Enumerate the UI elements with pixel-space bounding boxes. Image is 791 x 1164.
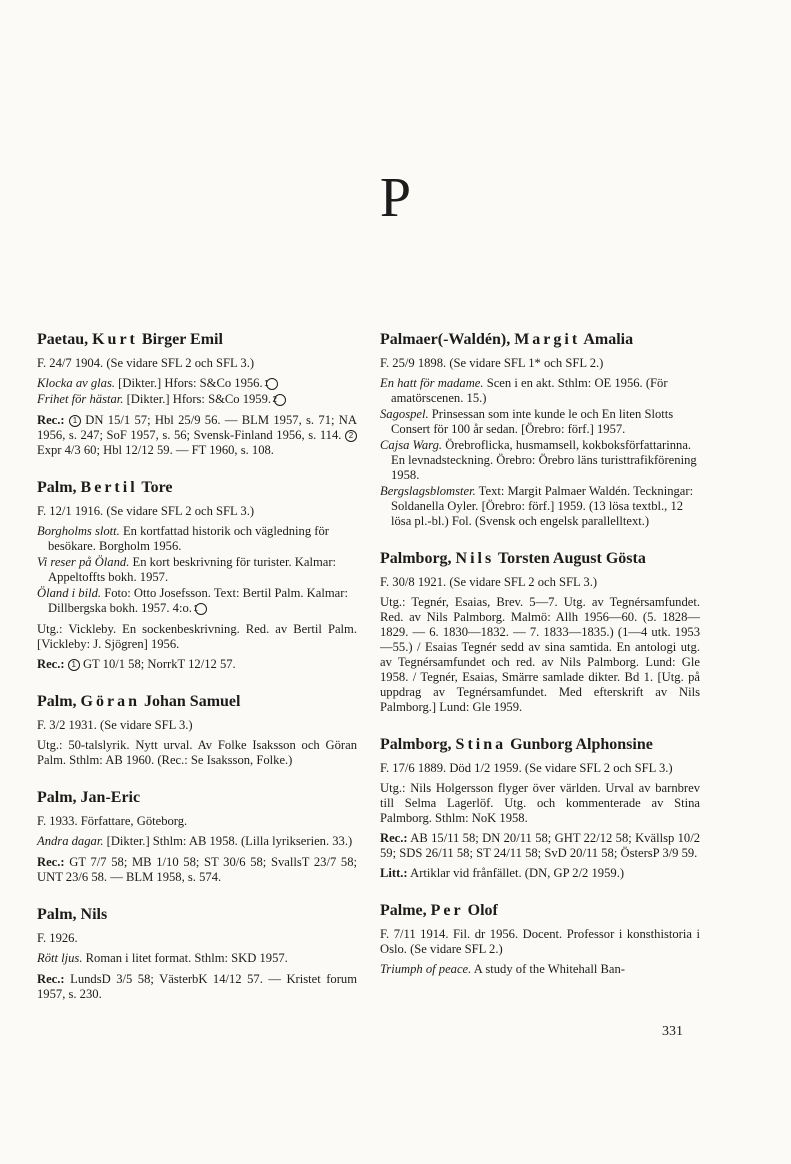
surname: Palme, (380, 902, 427, 919)
work-item (380, 438, 700, 483)
circled-number-icon: 2 (274, 394, 286, 406)
left-column (37, 330, 357, 1022)
surname: Palm, (37, 479, 77, 496)
bio-line: F. 17/6 1889. Död 1/2 1959. (Se vidare SFL 2 och SFL 3.) (380, 761, 673, 775)
surname: Paetau, (37, 331, 89, 348)
entry-palme (380, 901, 700, 977)
work-details: A study of the Whitehall Ban- (473, 962, 625, 976)
editor-note: Utg.: Nils Holgersson flyger över världen. Urval av barnbrev till Selma Lagerlöf. Utg. och kommenterade av Stina Palmborg. Sthlm: NoK 1958. (380, 781, 700, 825)
reviews-label: Rec.: (37, 657, 65, 671)
work-details: Scen i en akt. Sthlm: OE 1956. (För amatörscenen. 15.) (391, 376, 668, 405)
work-item (37, 834, 357, 849)
work-title: Öland i bild. (37, 586, 102, 600)
reviews (37, 657, 357, 672)
reviews-text: LundsD 3/5 58; VästerbK 14/12 57. — Kristet forum 1957, s. 230. (37, 972, 357, 1001)
bio-line: F. 24/7 1904. (Se vidare SFL 2 och SFL 3.) (37, 356, 255, 370)
work-details: Text: Margit Palmaer Waldén. Teckningar: Soldanella Oyler. [Örebro: förf.] 1959. (13 lösa textbl., 12 lösa pl.-bl.) Fol. (Svensk och engelsk parallelltext.) (391, 484, 694, 528)
other-names: Johan Samuel (144, 693, 241, 710)
reviews-text: GT 10/1 58; NorrkT 12/12 57. (82, 657, 236, 671)
literature-text: Artiklar vid frånfället. (DN, GP 2/2 1959.) (410, 866, 625, 880)
work-title: Cajsa Warg. (380, 438, 443, 452)
work-item (380, 962, 700, 977)
work-title: Sagospel. (380, 407, 429, 421)
work-item (380, 484, 700, 529)
bio-line: F. 3/2 1931. (Se vidare SFL 3.) (37, 718, 193, 732)
entry-palm-bertil (37, 478, 357, 672)
surname: Palm, (37, 693, 77, 710)
given-name: Margit (514, 331, 581, 348)
literature-label: Litt.: (380, 866, 408, 880)
work-item (380, 407, 700, 437)
work-details: [Dikter.] Sthlm: AB 1958. (Lilla lyrikserien. 33.) (106, 834, 353, 848)
work-details: Foto: Otto Josefsson. Text: Bertil Palm. Kalmar: Dillbergska bokh. 1957. 4:o. (48, 586, 348, 615)
literature (380, 866, 700, 881)
reviews-label: Rec.: (37, 972, 65, 986)
surname: Palmborg, (380, 550, 452, 567)
entry-heading (380, 549, 700, 569)
reviews (37, 972, 357, 1002)
other-names: Amalia (583, 331, 634, 348)
other-names: Gunborg Alphonsine (510, 736, 653, 753)
entry-heading (37, 330, 357, 350)
work-title: En hatt för madame. (380, 376, 484, 390)
entry-palm-jan-eric (37, 788, 357, 885)
bio-line: F. 25/9 1898. (Se vidare SFL 1* och SFL 2.) (380, 356, 604, 370)
bio-line: F. 12/1 1916. (Se vidare SFL 2 och SFL 3.) (37, 504, 255, 518)
work-item (37, 586, 357, 616)
entry-heading (380, 901, 700, 921)
other-names: Torsten August Gösta (497, 550, 646, 567)
work-item (37, 555, 357, 585)
circled-number-icon: 1 (266, 378, 278, 390)
entry-heading (37, 478, 357, 498)
entry-heading (380, 735, 700, 755)
entry-palm-nils (37, 905, 357, 1002)
entry-paetau (37, 330, 357, 458)
entry-palm-goran (37, 692, 357, 768)
reviews-label: Rec.: (37, 855, 65, 869)
other-names: Birger Emil (141, 331, 223, 348)
work-details: [Dikter.] Hfors: S&Co 1956. (118, 376, 263, 390)
work-item (37, 524, 357, 554)
work-title: Frihet för hästar. (37, 392, 124, 406)
work-item (37, 951, 357, 966)
work-title: Klocka av glas. (37, 376, 115, 390)
reviews-text: GT 7/7 58; MB 1/10 58; ST 30/6 58; SvallsT 23/7 58; UNT 23/6 58. — BLM 1958, s. 574. (37, 855, 357, 884)
reviews-label: Rec.: (380, 831, 408, 845)
entry-heading (380, 330, 700, 350)
circled-number-icon: 1 (195, 603, 207, 615)
reviews (37, 413, 357, 458)
entry-heading (37, 692, 357, 712)
surname: Palmaer(-Waldén), (380, 331, 511, 348)
reviews (380, 831, 700, 861)
entry-heading: Palm, Jan-Eric (37, 789, 141, 806)
work-details: Roman i litet format. Sthlm: SKD 1957. (85, 951, 288, 965)
reviews (37, 855, 357, 885)
reviews-text: AB 15/11 58; DN 20/11 58; GHT 22/12 58; Kvällsp 10/2 59; SDS 26/11 58; ST 24/11 58; SvD 20/11 58; ÖstersP 3/9 59. (380, 831, 700, 860)
entry-palmborg-nils (380, 549, 700, 715)
circled-number-icon: 1 (69, 415, 81, 427)
bio-line: F. 1926. (37, 931, 78, 945)
work-item (37, 376, 357, 391)
work-item (380, 376, 700, 406)
work-title: Bergslagsblomster. (380, 484, 476, 498)
other-names: Olof (467, 902, 498, 919)
work-details: En kortfattad historik och vägledning för besökare. Borgholm 1956. (48, 524, 329, 553)
given-name: Nils (455, 550, 495, 567)
entry-palmaer (380, 330, 700, 529)
right-column (380, 330, 700, 997)
given-name: Bertil (80, 479, 138, 496)
work-details: En kort beskrivning för turister. Kalmar: Appeltoffts bokh. 1957. (48, 555, 337, 584)
work-item (37, 392, 357, 407)
work-details: Örebroflicka, husmamsell, kokboksförfattarinna. En levnadsteckning. Örebro: Örebro läns turisttrafikförening 1958. (391, 438, 697, 482)
section-letter: P (379, 167, 412, 229)
editor-note: Utg.: 50-talslyrik. Nytt urval. Av Folke Isaksson och Göran Palm. Sthlm: AB 1960. (Rec.: Se Isaksson, Folke.) (37, 738, 357, 767)
bio-line: F. 7/11 1914. Fil. dr 1956. Docent. Professor i konsthistoria i Oslo. (Se vidare SFL 2.) (380, 927, 700, 956)
editor-note: Utg.: Tegnér, Esaias, Brev. 5—7. Utg. av Tegnérsamfundet. Red. av Nils Palmborg. Malmö: Allh 1956—60. (5. 1828—1829. — 6. 1830—1832. — 7. 1833—1835.) (1—4 utk. 1953—55.) / Esaias Tegnér sedd av sina samtida. En antologi utg. av Tegnérsamfundet och red. av Nils Palmborg. Lund: Gle 1958. / Tegnér, Esaias, Smärre samlade dikter. Bd 1. [Utg. på uppdrag av Tegnérsamfundet. Med efterskrift av Nils Palmborg.] Lund: Gle 1959. (380, 595, 700, 714)
work-title: Vi reser på Öland. (37, 555, 130, 569)
given-name: Kurt (92, 331, 138, 348)
reviews-label: Rec.: (37, 413, 65, 427)
reviews-text: Expr 4/3 60; Hbl 12/12 59. — FT 1960, s. 108. (37, 443, 274, 457)
circled-number-icon: 1 (68, 659, 80, 671)
given-name: Per (430, 902, 464, 919)
work-details: Prinsessan som inte kunde le och En liten Slotts Consert för 100 år sedan. [Örebro: förf.] 1957. (391, 407, 674, 436)
editor-note: Utg.: Vickleby. En sockenbeskrivning. Red. av Bertil Palm. [Vickleby: J. Sjögren] 1956. (37, 622, 357, 651)
page-number: 331 (662, 1024, 683, 1039)
bio-line: F. 30/8 1921. (Se vidare SFL 2 och SFL 3.) (380, 575, 598, 589)
bio-line: F. 1933. Författare, Göteborg. (37, 814, 188, 828)
work-details: [Dikter.] Hfors: S&Co 1959. (126, 392, 272, 406)
given-name: Stina (455, 736, 507, 753)
entry-palmborg-stina (380, 735, 700, 881)
reviews-text: DN 15/1 57; Hbl 25/9 56. — BLM 1957, s. 71; NA 1956, s. 247; SoF 1957, s. 56; Svensk-Finland 1956, s. 114. (37, 413, 357, 442)
given-name: Göran (80, 693, 140, 710)
entry-heading: Palm, Nils (37, 906, 108, 923)
work-title: Andra dagar. (37, 834, 104, 848)
other-names: Tore (141, 479, 173, 496)
surname: Palmborg, (380, 736, 452, 753)
circled-number-icon: 2 (345, 430, 357, 442)
work-title: Rött ljus. (37, 951, 83, 965)
work-title: Triumph of peace. (380, 962, 472, 976)
work-title: Borgholms slott. (37, 524, 120, 538)
